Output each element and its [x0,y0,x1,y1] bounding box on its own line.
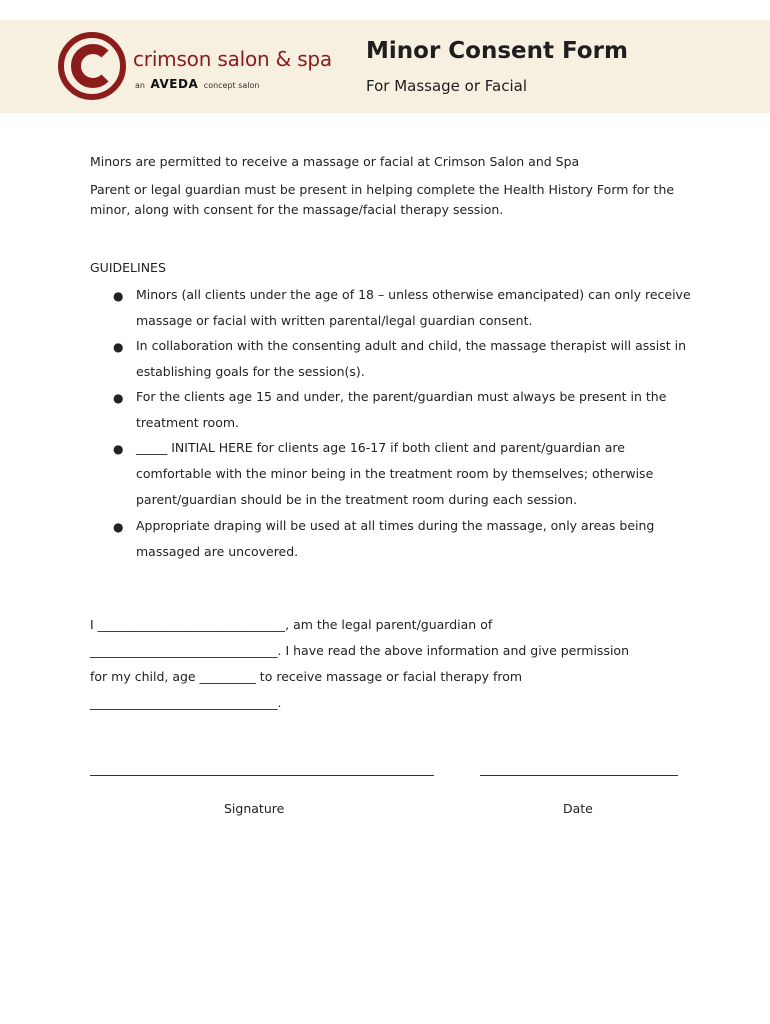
guideline-item: _____ INITIAL HERE for clients age 16-17 if both client and parent/guardian are comfortable with the minor being in the treatment room by themselves; otherwise parent/guardian should be in the treatment room during each session. [136,440,654,507]
guideline-item: For the clients age 15 and under, the parent/guardian must always be present in the treatment room. [136,389,667,430]
guidelines-heading: GUIDELINES [90,260,166,275]
bullet-icon: ● [113,289,124,303]
intro-line-1: Minors are permitted to receive a massage or facial at Crimson Salon and Spa [90,154,580,169]
consent-line-3: for my child, age _________ to receive massage or facial therapy from [90,669,523,684]
date-label: Date [563,801,593,816]
brand-name: crimson salon & spa [133,47,332,71]
aveda-wordmark: AVEDA [150,77,199,91]
guideline-item: In collaboration with the consenting adult and child, the massage therapist will assist in establishing goals for the session(s). [136,338,687,379]
consent-line-1: I ______________________________, am the legal parent/guardian of [90,617,493,632]
brand-prefix: an [135,81,145,90]
date-line[interactable] [480,775,678,776]
bullet-icon: ● [113,391,124,405]
bullet-icon: ● [113,340,124,354]
consent-line-2: ______________________________. I have read the above information and give permission [90,643,630,658]
brand-tagline [135,77,260,91]
consent-line-4: ______________________________. [90,695,282,710]
crimson-c-logo-icon [58,32,126,100]
intro-line-2: Parent or legal guardian must be present in helping complete the Health History Form for the [90,182,675,197]
intro-line-3: minor, along with consent for the massage/facial therapy session. [90,202,504,217]
bullet-icon: ● [113,520,124,534]
bullet-icon: ● [113,442,124,456]
guideline-item: Minors (all clients under the age of 18 – unless otherwise emancipated) can only receive massage or facial with written parental/legal guardian consent. [136,287,691,328]
signature-label: Signature [224,801,285,816]
form-title: Minor Consent Form [366,38,628,64]
guideline-item: Appropriate draping will be used at all times during the massage, only areas being massaged are uncovered. [136,518,655,559]
signature-line[interactable] [90,775,434,776]
form-subtitle: For Massage or Facial [366,77,528,95]
brand-suffix: concept salon [203,81,260,90]
